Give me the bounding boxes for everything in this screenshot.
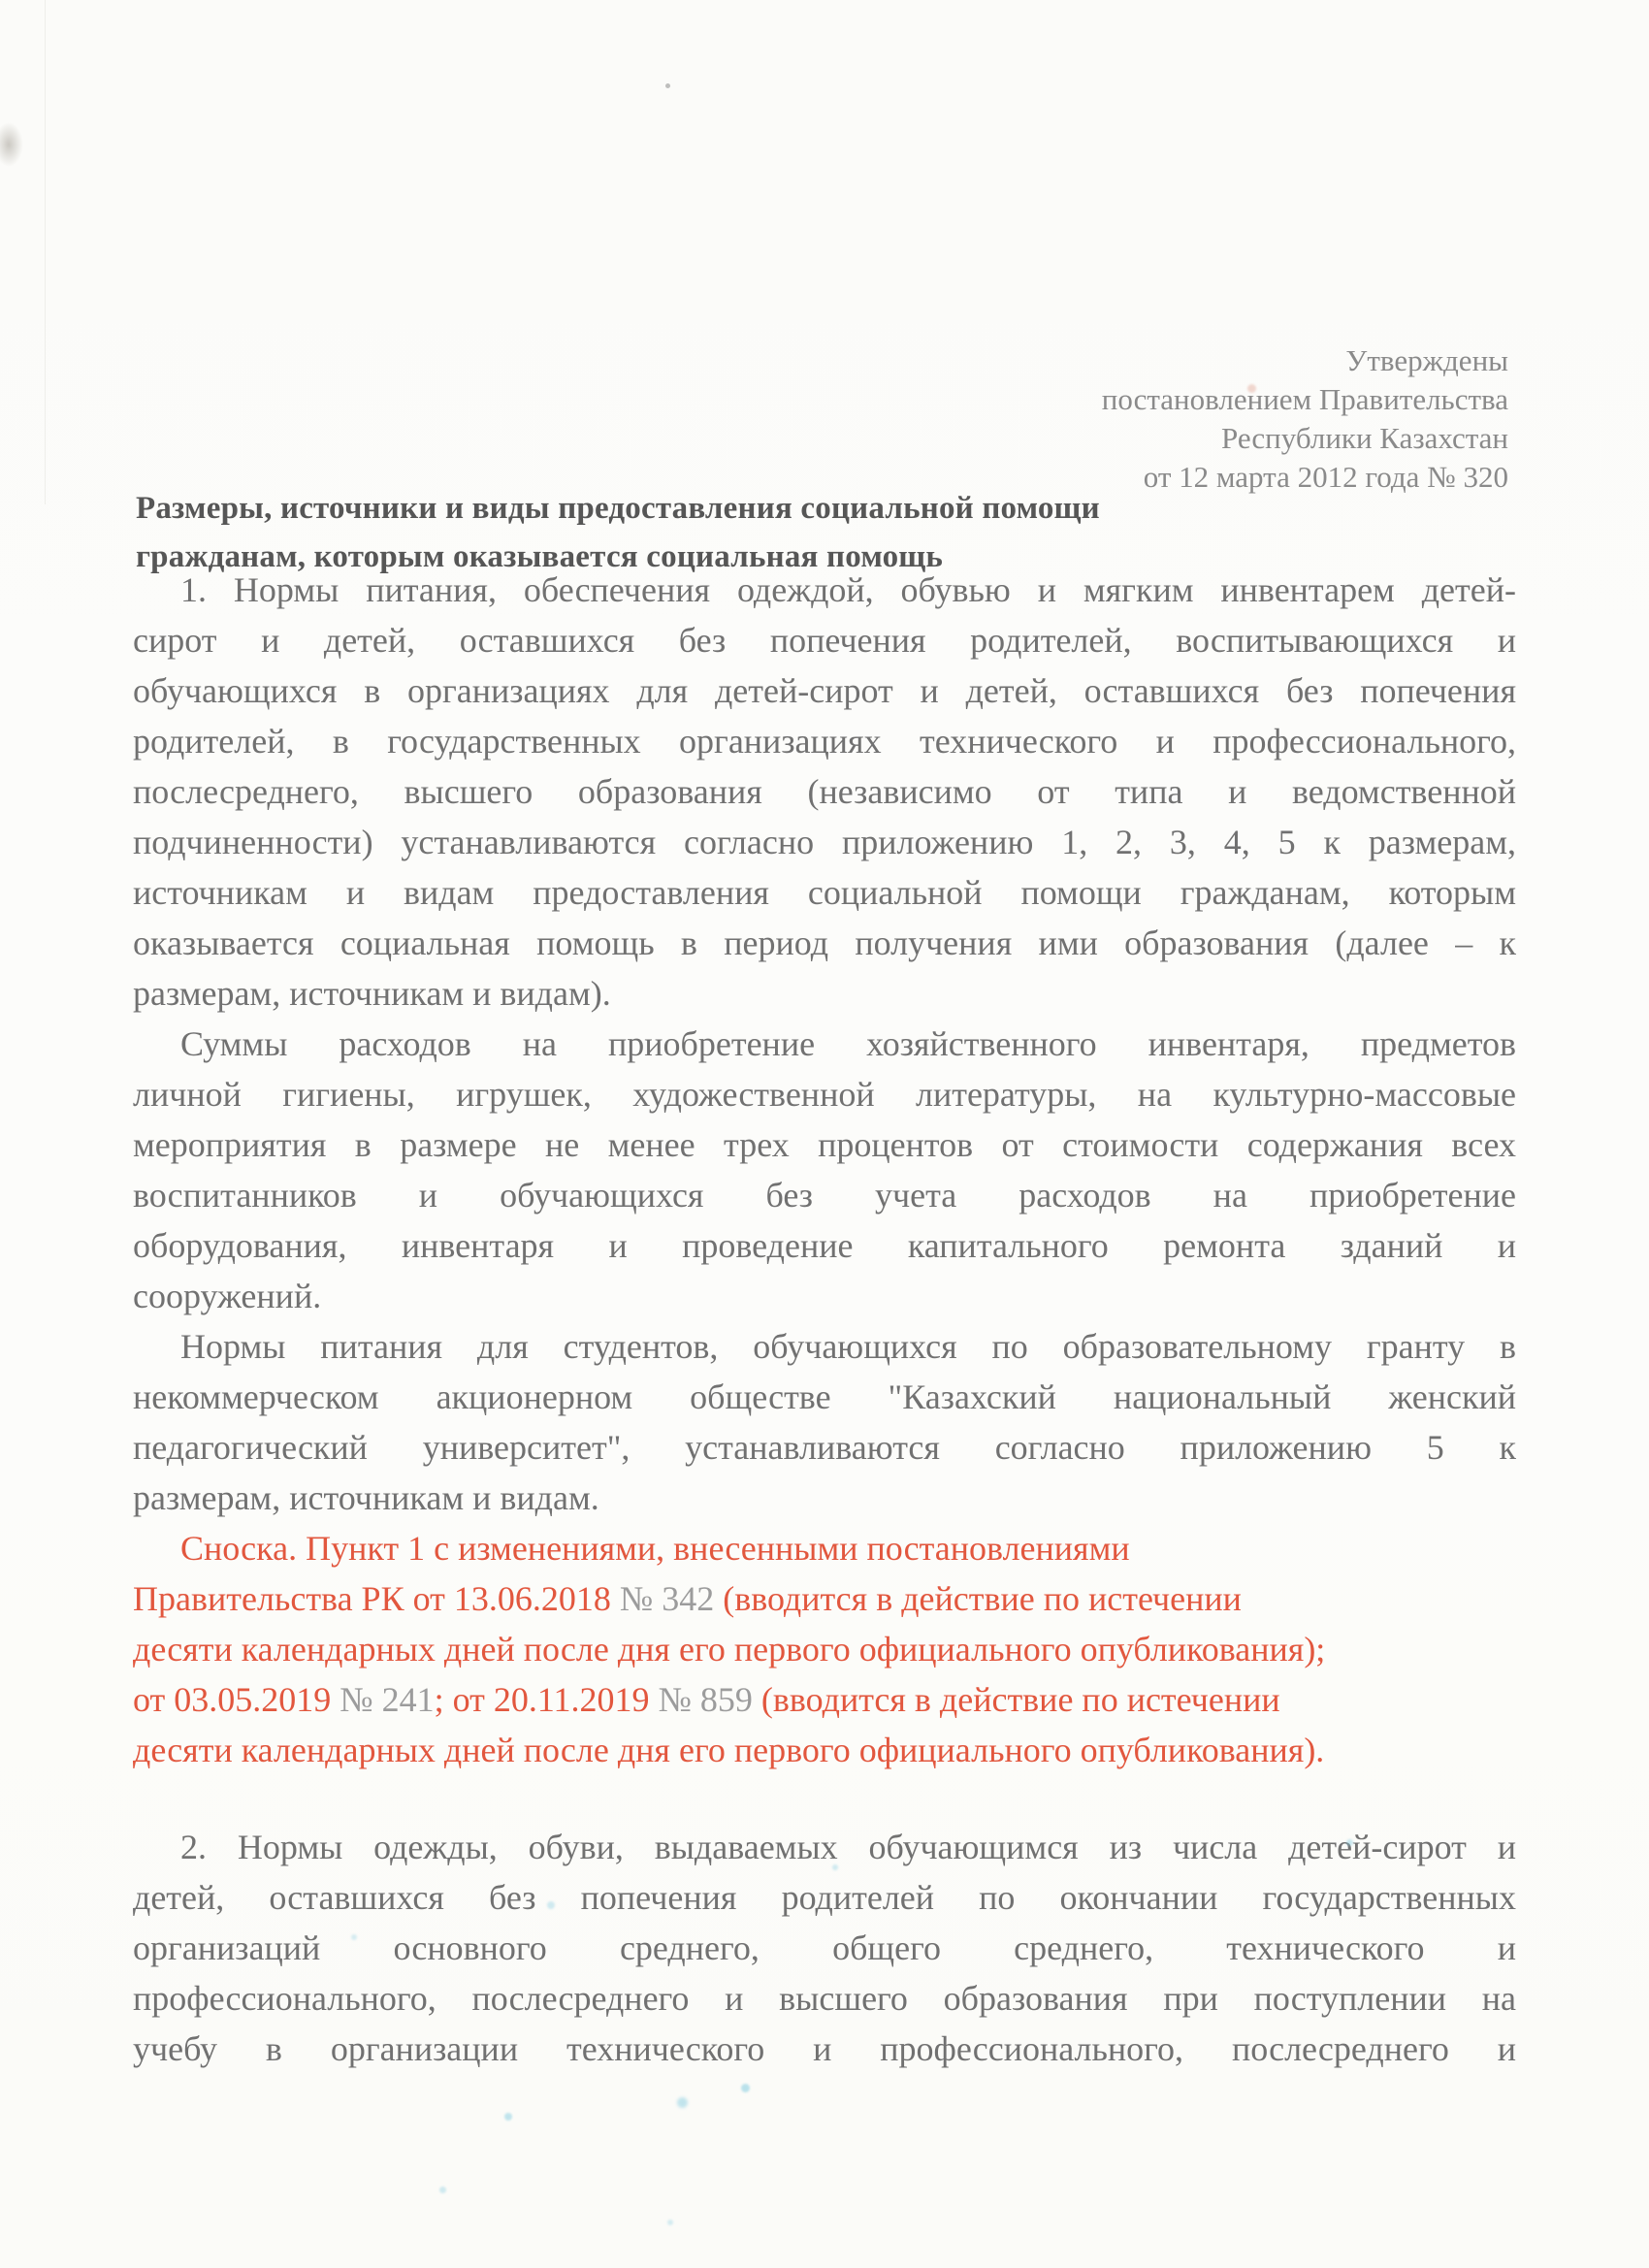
text-segment: Сноска. Пункт 1 с изменениями, внесенными постановлениями	[180, 1529, 1130, 1568]
text-line: источникам и видам предоставления социальной помощи гражданам, которым	[133, 873, 1516, 912]
text-line: личной гигиены, игрушек, художественной литературы, на культурно-массовые	[133, 1075, 1516, 1114]
paragraph-point-1	[133, 565, 1516, 1019]
text-line: воспитанников и обучающихся без учета расходов на приобретение	[133, 1176, 1516, 1215]
text-line	[133, 1523, 1516, 1573]
text-line: размерам, источникам и видам).	[133, 974, 611, 1013]
footnote-amendments	[133, 1523, 1516, 1775]
text-line: организаций основного среднего, общего среднего, технического и	[133, 1928, 1516, 1967]
text-line: учебу в организации технического и профессионального, послесреднего и	[133, 2029, 1516, 2068]
text-line: родителей, в государственных организациях технического и профессионального,	[133, 722, 1516, 761]
scan-artifact-smudge	[0, 122, 23, 167]
scan-artifact-blue-speck	[439, 2187, 446, 2193]
text-line: 2. Нормы одежды, обуви, выдаваемых обучающимся из числа детей-сирот и	[180, 1828, 1516, 1866]
text-line: обучающихся в организациях для детей-сирот и детей, оставшихся без попечения	[133, 671, 1516, 710]
text-line: некоммерческом акционерном обществе "Казахский национальный женский	[133, 1377, 1516, 1416]
text-line: мероприятия в размере не менее трех процентов от стоимости содержания всех	[133, 1125, 1516, 1164]
text-segment: (вводится в действие по истечении	[714, 1579, 1242, 1618]
approval-block	[1102, 341, 1508, 497]
scan-artifact-blue-speck	[667, 2219, 673, 2225]
text-line: оборудования, инвентаря и проведение капитального ремонта зданий и	[133, 1226, 1516, 1265]
paragraph-expenses	[133, 1019, 1516, 1321]
text-line: Размеры, источники и виды предоставления социальной помощи	[136, 491, 1100, 526]
text-line	[133, 1674, 1516, 1725]
text-line: гражданам, которым оказывается социальная помощь	[136, 539, 943, 574]
text-segment: десяти календарных дней после дня его первого официального опубликования);	[133, 1630, 1326, 1669]
paragraph-student-nutrition	[133, 1321, 1516, 1523]
text-segment: № 241	[340, 1680, 435, 1719]
text-segment: Правительства РК от 13.06.2018	[133, 1579, 620, 1618]
document-body	[133, 565, 1516, 2074]
text-segment: (вводится в действие по истечении	[752, 1680, 1280, 1719]
text-line	[133, 1624, 1516, 1674]
text-line: 1. Нормы питания, обеспечения одеждой, обувью и мягким инвентарем детей-	[180, 570, 1516, 609]
text-line: послесреднего, высшего образования (независимо от типа и ведомственной	[133, 772, 1516, 811]
scan-artifact-blue-speck	[741, 2084, 750, 2092]
scan-artifact-dot	[665, 83, 670, 88]
text-line: Нормы питания для студентов, обучающихся по образовательному гранту в	[180, 1327, 1516, 1366]
text-line: сооружений.	[133, 1277, 322, 1315]
scan-artifact-blue-speck	[504, 2113, 512, 2121]
text-line: постановлением Правительства	[1101, 382, 1508, 416]
text-segment: № 342	[619, 1579, 715, 1618]
text-line: педагогический университет", устанавливаются согласно приложению 5 к	[133, 1428, 1516, 1467]
text-line: профессионального, послесреднего и высшего образования при поступлении на	[133, 1979, 1516, 2018]
text-line: размерам, источникам и видам.	[133, 1478, 599, 1517]
text-segment: ; от 20.11.2019	[434, 1680, 659, 1719]
text-line: сирот и детей, оставшихся без попечения родителей, воспитывающихся и	[133, 621, 1516, 660]
text-line	[133, 1725, 1516, 1775]
text-line: оказывается социальная помощь в период получения ими образования (далее – к	[133, 923, 1516, 962]
paper-edge-line	[45, 0, 46, 504]
scan-artifact-blue-speck	[677, 2097, 688, 2108]
text-line: детей, оставшихся без попечения родителей по окончании государственных	[133, 1878, 1516, 1917]
text-line: Суммы расходов на приобретение хозяйственного инвентаря, предметов	[180, 1024, 1516, 1063]
text-segment: от 03.05.2019	[133, 1680, 340, 1719]
text-line: от 12 марта 2012 года № 320	[1143, 460, 1508, 494]
text-line	[133, 1573, 1516, 1624]
paragraph-point-2	[133, 1822, 1516, 2074]
text-line: подчиненности) устанавливаются согласно приложению 1, 2, 3, 4, 5 к размерам,	[133, 823, 1516, 861]
text-line: Утверждены	[1345, 343, 1508, 377]
text-segment: десяти календарных дней после дня его первого официального опубликования).	[133, 1731, 1325, 1769]
text-segment: № 859	[658, 1680, 753, 1719]
text-line: Республики Казахстан	[1221, 421, 1508, 455]
